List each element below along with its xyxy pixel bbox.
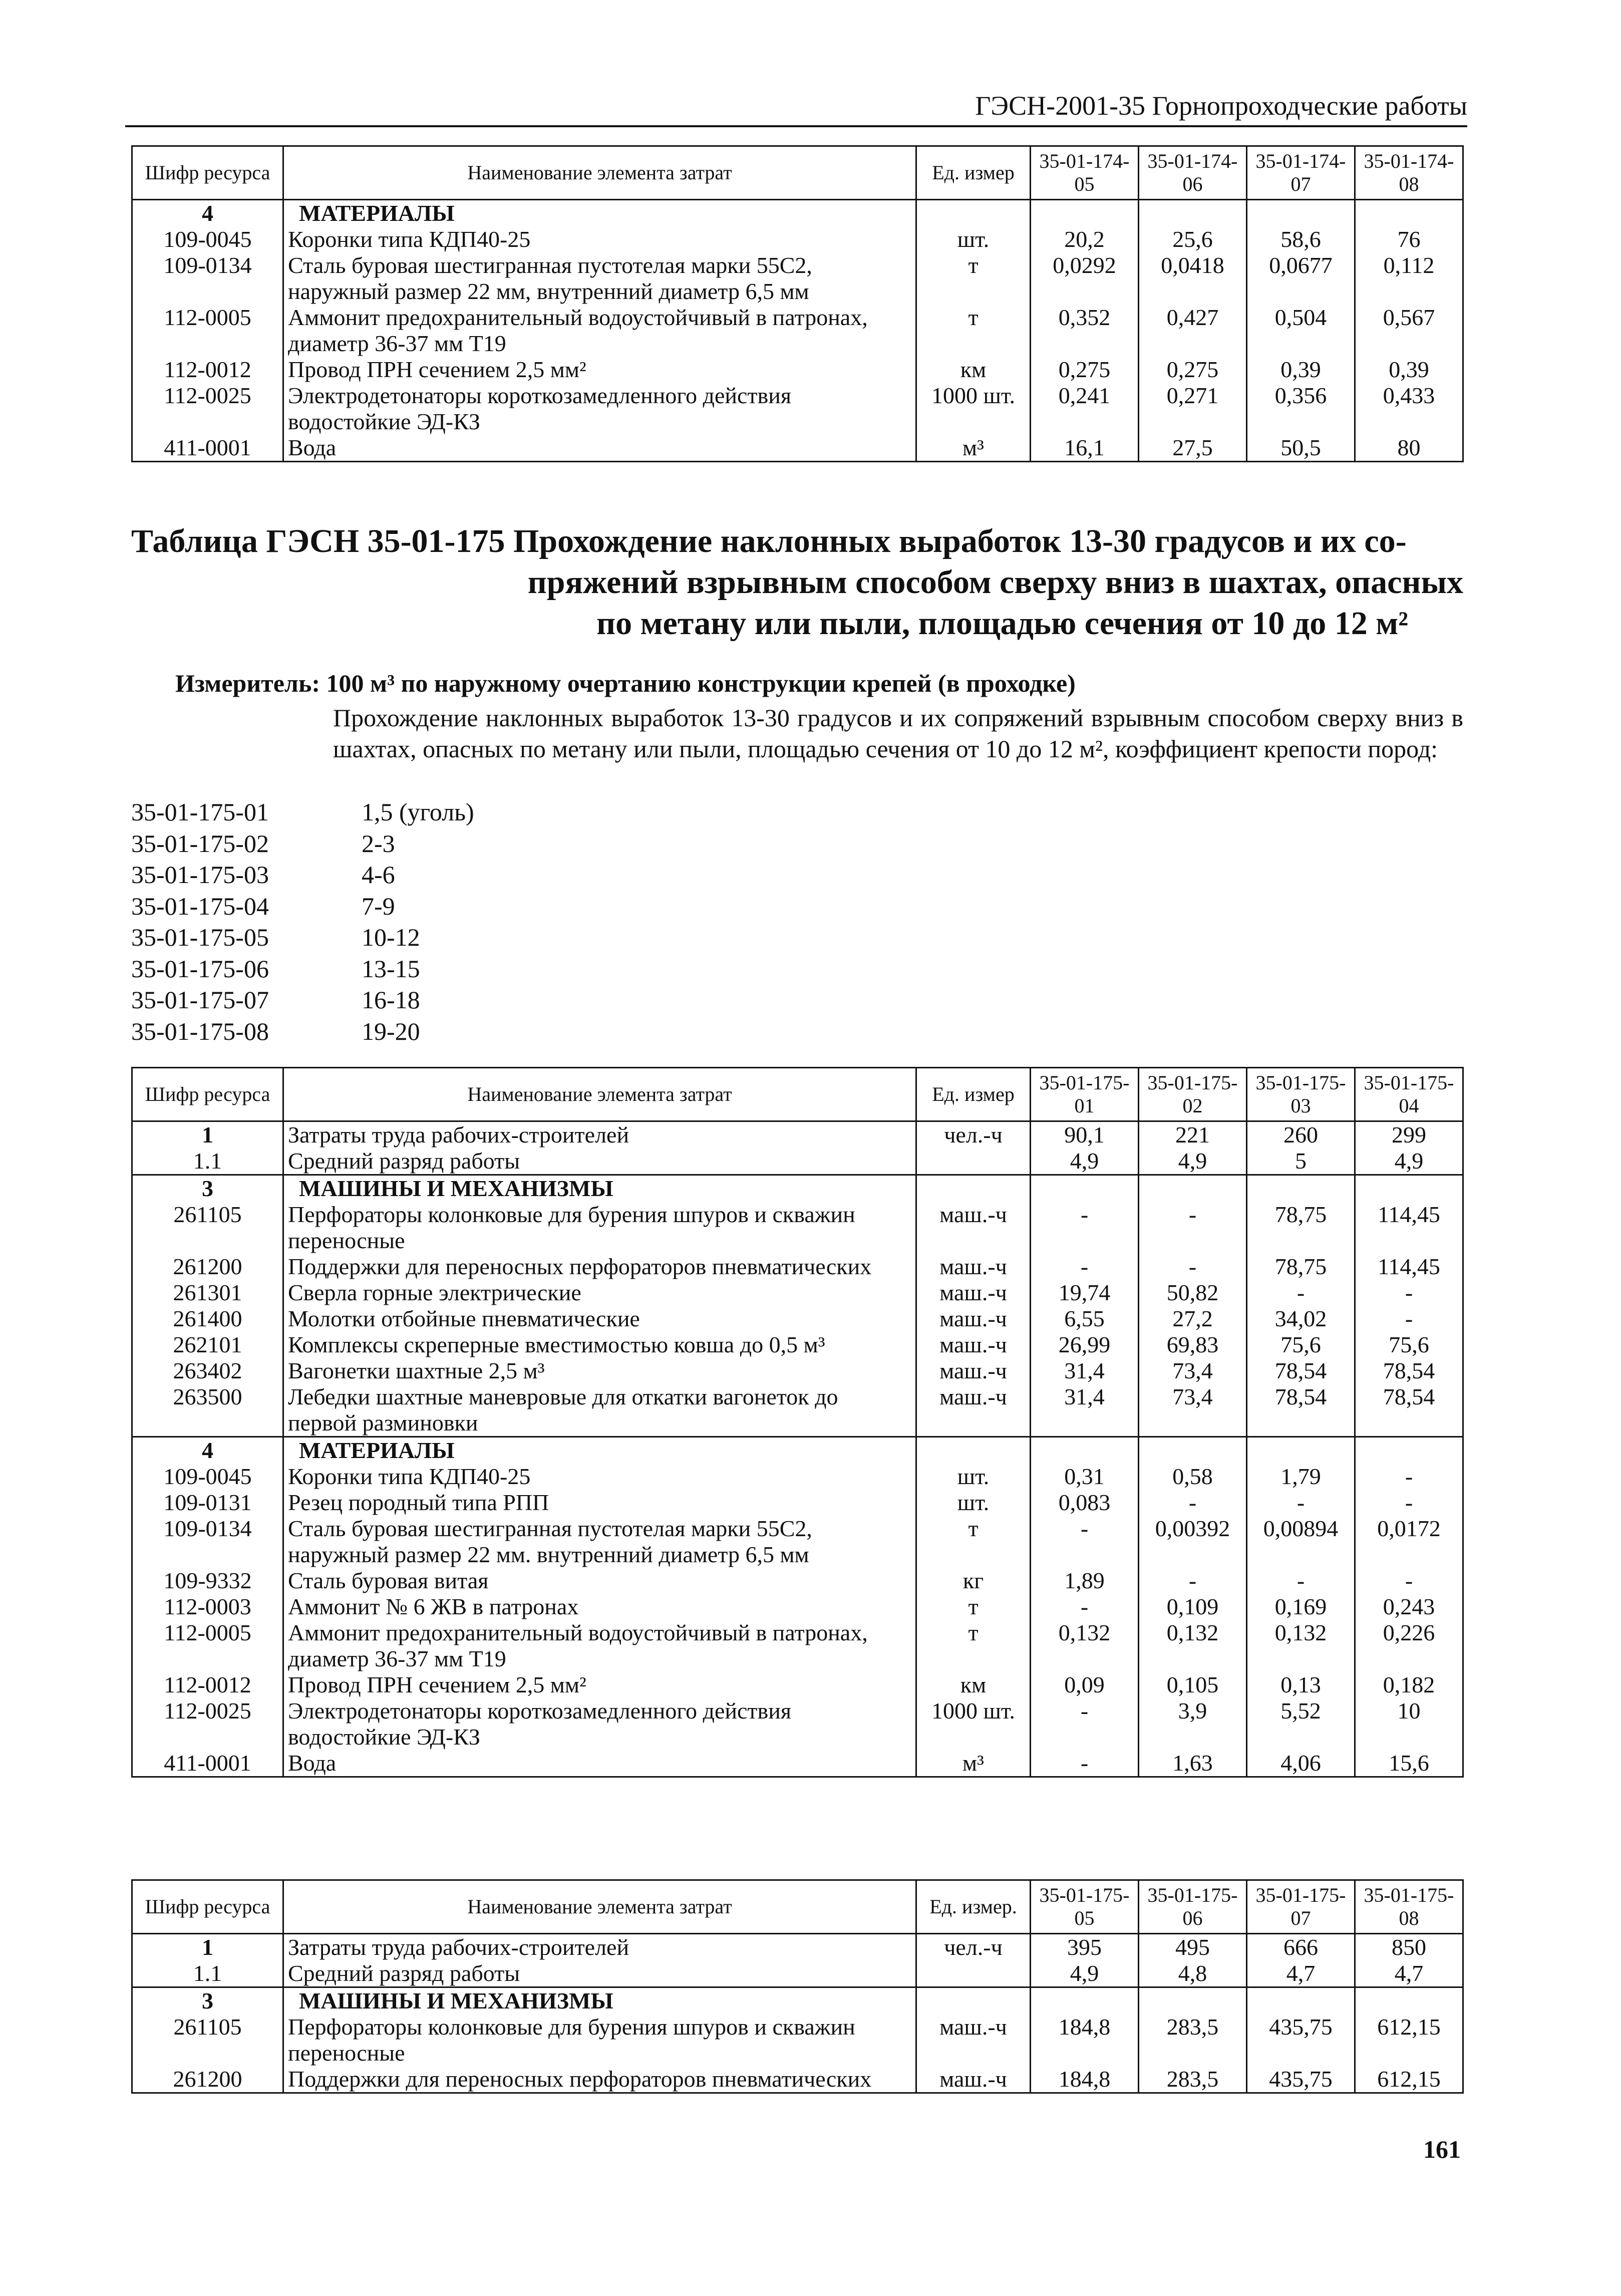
- resource-code: 112-0005: [132, 305, 283, 357]
- table-row: [132, 1698, 1463, 1750]
- resource-name: Коронки типа КДП40-25: [283, 226, 916, 252]
- table-row: [132, 383, 1463, 435]
- value-cell: 50,5: [1247, 435, 1355, 462]
- resource-code: 261400: [132, 1306, 283, 1332]
- value-cell: 78,54: [1247, 1358, 1355, 1384]
- value-cell: 4,8: [1139, 1960, 1247, 1987]
- list-item: [131, 1016, 474, 1047]
- value-cell: 0,109: [1139, 1594, 1247, 1620]
- running-header-title: ГЭСН-2001-35 Горнопроходческие работы: [975, 91, 1467, 121]
- section-code: 4: [132, 1437, 283, 1464]
- col-header-variant: 35-01-174-08: [1355, 146, 1463, 200]
- table-header-row: [132, 1880, 1463, 1934]
- value-cell: 435,75: [1247, 2014, 1355, 2066]
- section-row: [132, 1175, 1463, 1202]
- col-header-name: Наименование элемента затрат: [283, 146, 916, 200]
- resource-code: 109-0131: [132, 1490, 283, 1516]
- table-row: [132, 1672, 1463, 1698]
- resource-name: Средний разряд работы: [283, 1960, 916, 1987]
- variant-value: 1,5 (уголь): [362, 798, 474, 826]
- value-cell: -: [1031, 1698, 1139, 1750]
- resource-unit: [916, 1148, 1031, 1175]
- value-cell: 1,89: [1031, 1568, 1139, 1594]
- resource-unit: шт.: [916, 1490, 1031, 1516]
- variant-value: 19-20: [362, 1017, 420, 1045]
- variant-value: 2-3: [362, 829, 395, 857]
- value-cell: 58,6: [1247, 226, 1355, 252]
- running-header: [125, 86, 1467, 127]
- resource-code: 263500: [132, 1384, 283, 1437]
- resource-unit: м³: [916, 435, 1031, 462]
- value-cell: 10: [1355, 1698, 1463, 1750]
- resource-code: 1.1: [132, 1148, 283, 1175]
- value-cell: 75,6: [1355, 1332, 1463, 1358]
- value-cell: 0,243: [1355, 1594, 1463, 1620]
- section-code: 3: [132, 1987, 283, 2015]
- resource-code: 261200: [132, 2066, 283, 2093]
- section-title: МАТЕРИАЛЫ: [283, 200, 916, 227]
- variant-code: 35-01-175-07: [131, 986, 269, 1014]
- resource-unit: маш.-ч: [916, 1254, 1031, 1280]
- value-cell: 0,352: [1031, 305, 1139, 357]
- value-cell: 0,504: [1247, 305, 1355, 357]
- value-cell: -: [1355, 1280, 1463, 1306]
- variant-code: 35-01-175-04: [131, 892, 269, 920]
- resource-unit: кг: [916, 1568, 1031, 1594]
- value-cell: 90,1: [1031, 1121, 1139, 1149]
- value-cell: 0,112: [1355, 252, 1463, 305]
- value-cell: -: [1247, 1490, 1355, 1516]
- value-cell: 76: [1355, 226, 1463, 252]
- value-cell: 69,83: [1139, 1332, 1247, 1358]
- value-cell: 20,2: [1031, 226, 1139, 252]
- resource-code: 263402: [132, 1358, 283, 1384]
- value-cell: 221: [1139, 1121, 1247, 1149]
- value-cell: 0,356: [1247, 383, 1355, 435]
- col-header-variant: 35-01-174-05: [1031, 146, 1139, 200]
- section-title: МАТЕРИАЛЫ: [283, 1437, 916, 1464]
- value-cell: -: [1247, 1568, 1355, 1594]
- table-row: [132, 1121, 1463, 1149]
- variant-code: 35-01-175-06: [131, 954, 269, 983]
- section-code: 4: [132, 200, 283, 227]
- value-cell: -: [1139, 1490, 1247, 1516]
- value-cell: 435,75: [1247, 2066, 1355, 2093]
- value-cell: 78,54: [1247, 1384, 1355, 1437]
- value-cell: 0,39: [1247, 357, 1355, 383]
- resource-name: Коронки типа КДП40-25: [283, 1464, 916, 1490]
- table-row: [132, 1332, 1463, 1358]
- value-cell: 4,7: [1247, 1960, 1355, 1987]
- table-title-line: Таблица ГЭСН 35-01-175 Прохождение наклонных выработок 13-30 градусов и их со-: [131, 523, 1407, 559]
- variant-list: [131, 796, 474, 1047]
- table-row: [132, 1934, 1463, 1961]
- resource-unit: 1000 шт.: [916, 383, 1031, 435]
- resource-unit: чел.-ч: [916, 1121, 1031, 1149]
- resource-unit: [916, 1960, 1031, 1987]
- resource-name: Лебедки шахтные маневровые для откатки вагонеток до первой разминовки: [283, 1384, 916, 1437]
- resource-code: 112-0025: [132, 383, 283, 435]
- page-number: 161: [1423, 2135, 1461, 2163]
- table-175-01-04: [131, 1067, 1464, 1778]
- col-header-variant: 35-01-175-03: [1247, 1068, 1355, 1121]
- value-cell: 27,2: [1139, 1306, 1247, 1332]
- table-174-materials: [131, 145, 1464, 462]
- value-cell: -: [1031, 1594, 1139, 1620]
- value-cell: 4,9: [1031, 1960, 1139, 1987]
- table-row: [132, 1490, 1463, 1516]
- variant-code: 35-01-175-05: [131, 923, 269, 951]
- resource-code: 109-0045: [132, 1464, 283, 1490]
- value-cell: 3,9: [1139, 1698, 1247, 1750]
- value-cell: 75,6: [1247, 1332, 1355, 1358]
- col-header-code: Шифр ресурса: [132, 146, 283, 200]
- value-cell: 0,58: [1139, 1464, 1247, 1490]
- value-cell: 260: [1247, 1121, 1355, 1149]
- resource-unit: т: [916, 1620, 1031, 1672]
- resource-name: Перфораторы колонковые для бурения шпуров и скважин переносные: [283, 1202, 916, 1254]
- section-title: МАШИНЫ И МЕХАНИЗМЫ: [283, 1175, 916, 1202]
- table-row: [132, 1960, 1463, 1987]
- resource-unit: маш.-ч: [916, 1280, 1031, 1306]
- resource-name: Электродетонаторы короткозамедленного действия водостойкие ЭД-КЗ: [283, 1698, 916, 1750]
- value-cell: 0,182: [1355, 1672, 1463, 1698]
- work-description: Прохождение наклонных выработок 13-30 градусов и их сопряжений взрывным способом сверху вниз в шахтах, опасных по метану или пыли, площадью сечения от 10 до 12 м², коэффициент крепости пород:: [333, 704, 1463, 763]
- resource-code: 112-0012: [132, 1672, 283, 1698]
- resource-name: Затраты труда рабочих-строителей: [283, 1934, 916, 1961]
- value-cell: 0,13: [1247, 1672, 1355, 1698]
- resource-name: Аммонит предохранительный водоустойчивый в патронах, диаметр 36-37 мм Т19: [283, 305, 916, 357]
- resource-name: Молотки отбойные пневматические: [283, 1306, 916, 1332]
- resource-unit: маш.-ч: [916, 1202, 1031, 1254]
- value-cell: 0,169: [1247, 1594, 1355, 1620]
- resource-unit: шт.: [916, 226, 1031, 252]
- value-cell: 1,63: [1139, 1750, 1247, 1777]
- resource-unit: маш.-ч: [916, 1384, 1031, 1437]
- table-row: [132, 1306, 1463, 1332]
- col-header-unit: Ед. измер: [916, 1068, 1031, 1121]
- resource-code: 109-9332: [132, 1568, 283, 1594]
- col-header-variant: 35-01-175-04: [1355, 1068, 1463, 1121]
- value-cell: 612,15: [1355, 2014, 1463, 2066]
- value-cell: -: [1355, 1464, 1463, 1490]
- resource-name: Средний разряд работы: [283, 1148, 916, 1175]
- value-cell: 27,5: [1139, 435, 1247, 462]
- value-cell: 0,0292: [1031, 252, 1139, 305]
- resource-unit: т: [916, 1516, 1031, 1568]
- resource-unit: км: [916, 357, 1031, 383]
- value-cell: 73,4: [1139, 1358, 1247, 1384]
- resource-name: Сталь буровая шестигранная пустотелая марки 55С2, наружный размер 22 мм. внутренний диаметр 6,5 мм: [283, 1516, 916, 1568]
- table-row: [132, 305, 1463, 357]
- col-header-variant: 35-01-175-02: [1139, 1068, 1247, 1121]
- value-cell: -: [1031, 1516, 1139, 1568]
- table-row: [132, 1358, 1463, 1384]
- value-cell: 0,226: [1355, 1620, 1463, 1672]
- value-cell: 0,0677: [1247, 252, 1355, 305]
- value-cell: 0,427: [1139, 305, 1247, 357]
- section-title: МАШИНЫ И МЕХАНИЗМЫ: [283, 1987, 916, 2015]
- value-cell: -: [1139, 1568, 1247, 1594]
- variant-code: 35-01-175-01: [131, 798, 269, 826]
- value-cell: 4,9: [1139, 1148, 1247, 1175]
- variant-code: 35-01-175-08: [131, 1017, 269, 1045]
- resource-unit: шт.: [916, 1464, 1031, 1490]
- section-row: [132, 1987, 1463, 2015]
- variant-code: 35-01-175-02: [131, 829, 269, 857]
- value-cell: 0,31: [1031, 1464, 1139, 1490]
- resource-code: 112-0012: [132, 357, 283, 383]
- value-cell: 80: [1355, 435, 1463, 462]
- table-row: [132, 1384, 1463, 1437]
- list-item: [131, 953, 474, 985]
- resource-name: Сверла горные электрические: [283, 1280, 916, 1306]
- col-header-variant: 35-01-174-07: [1247, 146, 1355, 200]
- resource-name: Перфораторы колонковые для бурения шпуров и скважин переносные: [283, 2014, 916, 2066]
- value-cell: 184,8: [1031, 2066, 1139, 2093]
- table-row: [132, 1594, 1463, 1620]
- col-header-variant: 35-01-174-06: [1139, 146, 1247, 200]
- resource-unit: т: [916, 1594, 1031, 1620]
- value-cell: 4,06: [1247, 1750, 1355, 1777]
- value-cell: 0,0418: [1139, 252, 1247, 305]
- list-item: [131, 796, 474, 828]
- variant-value: 7-9: [362, 892, 395, 920]
- col-header-unit: Ед. измер.: [916, 1880, 1031, 1934]
- table-row: [132, 252, 1463, 305]
- table-row: [132, 2066, 1463, 2093]
- list-item: [131, 828, 474, 859]
- value-cell: 0,105: [1139, 1672, 1247, 1698]
- value-cell: 5: [1247, 1148, 1355, 1175]
- resource-name: Поддержки для переносных перфораторов пневматических: [283, 2066, 916, 2093]
- section-code: 3: [132, 1175, 283, 1202]
- table-row: [132, 1516, 1463, 1568]
- variant-value: 4-6: [362, 860, 395, 889]
- value-cell: 4,7: [1355, 1960, 1463, 1987]
- list-item: [131, 891, 474, 922]
- table-row: [132, 1568, 1463, 1594]
- table-row: [132, 1280, 1463, 1306]
- resource-code: 411-0001: [132, 435, 283, 462]
- value-cell: 0,241: [1031, 383, 1139, 435]
- value-cell: 78,54: [1355, 1358, 1463, 1384]
- value-cell: 19,74: [1031, 1280, 1139, 1306]
- resource-name: Аммонит предохранительный водоустойчивый в патронах, диаметр 36-37 мм Т19: [283, 1620, 916, 1672]
- resource-unit: маш.-ч: [916, 1358, 1031, 1384]
- value-cell: 0,271: [1139, 383, 1247, 435]
- col-header-variant: 35-01-175-07: [1247, 1880, 1355, 1934]
- value-cell: -: [1139, 1254, 1247, 1280]
- resource-name: Аммонит № 6 ЖВ в патронах: [283, 1594, 916, 1620]
- col-header-name: Наименование элемента затрат: [283, 1880, 916, 1934]
- table-title-line: пряжений взрывным способом сверху вниз в шахтах, опасных: [527, 564, 1463, 601]
- list-item: [131, 984, 474, 1016]
- value-cell: -: [1031, 1254, 1139, 1280]
- resource-code: 261301: [132, 1280, 283, 1306]
- value-cell: 78,75: [1247, 1202, 1355, 1254]
- table-row: [132, 1750, 1463, 1777]
- value-cell: 6,55: [1031, 1306, 1139, 1332]
- value-cell: 0,00894: [1247, 1516, 1355, 1568]
- resource-code: 1.1: [132, 1960, 283, 1987]
- table-row: [132, 1148, 1463, 1175]
- resource-name: Комплексы скреперные вместимостью ковша до 0,5 м³: [283, 1332, 916, 1358]
- resource-code: 109-0134: [132, 1516, 283, 1568]
- value-cell: -: [1355, 1568, 1463, 1594]
- resource-code: 109-0045: [132, 226, 283, 252]
- value-cell: 0,09: [1031, 1672, 1139, 1698]
- resource-unit: м³: [916, 1750, 1031, 1777]
- value-cell: 25,6: [1139, 226, 1247, 252]
- table-title: [131, 521, 1463, 644]
- value-cell: 50,82: [1139, 1280, 1247, 1306]
- value-cell: 114,45: [1355, 1254, 1463, 1280]
- measure-unit: Измеритель: 100 м³ по наружному очертанию конструкции крепей (в проходке): [175, 669, 1076, 697]
- value-cell: 15,6: [1355, 1750, 1463, 1777]
- table-header-row: [132, 1068, 1463, 1121]
- col-header-variant: 35-01-175-01: [1031, 1068, 1139, 1121]
- value-cell: 299: [1355, 1121, 1463, 1149]
- value-cell: 612,15: [1355, 2066, 1463, 2093]
- value-cell: 0,567: [1355, 305, 1463, 357]
- resource-name: Сталь буровая витая: [283, 1568, 916, 1594]
- value-cell: 283,5: [1139, 2066, 1247, 2093]
- resource-code: 1: [132, 1934, 283, 1961]
- value-cell: 78,54: [1355, 1384, 1463, 1437]
- table-175-05-08: [131, 1879, 1464, 2094]
- resource-unit: маш.-ч: [916, 2066, 1031, 2093]
- value-cell: 0,433: [1355, 383, 1463, 435]
- resource-code: 262101: [132, 1332, 283, 1358]
- value-cell: 0,132: [1247, 1620, 1355, 1672]
- variant-value: 10-12: [362, 923, 420, 951]
- value-cell: 0,275: [1139, 357, 1247, 383]
- table-header-row: [132, 146, 1463, 200]
- value-cell: 4,9: [1355, 1148, 1463, 1175]
- col-header-variant: 35-01-175-06: [1139, 1880, 1247, 1934]
- resource-code: 261200: [132, 1254, 283, 1280]
- col-header-variant: 35-01-175-05: [1031, 1880, 1139, 1934]
- value-cell: 283,5: [1139, 2014, 1247, 2066]
- value-cell: -: [1031, 1750, 1139, 1777]
- col-header-unit: Ед. измер: [916, 146, 1031, 200]
- table-row: [132, 1202, 1463, 1254]
- resource-unit: маш.-ч: [916, 1306, 1031, 1332]
- table-row: [132, 357, 1463, 383]
- table-row: [132, 1620, 1463, 1672]
- value-cell: 31,4: [1031, 1358, 1139, 1384]
- value-cell: -: [1355, 1490, 1463, 1516]
- value-cell: -: [1031, 1202, 1139, 1254]
- resource-code: 109-0134: [132, 252, 283, 305]
- list-item: [131, 859, 474, 891]
- value-cell: 34,02: [1247, 1306, 1355, 1332]
- value-cell: 0,083: [1031, 1490, 1139, 1516]
- value-cell: 0,0172: [1355, 1516, 1463, 1568]
- value-cell: -: [1355, 1306, 1463, 1332]
- resource-name: Вагонетки шахтные 2,5 м³: [283, 1358, 916, 1384]
- col-header-name: Наименование элемента затрат: [283, 1068, 916, 1121]
- resource-code: 411-0001: [132, 1750, 283, 1777]
- resource-unit: маш.-ч: [916, 1332, 1031, 1358]
- table-title-line: по метану или пыли, площадью сечения от 10 до 12 м²: [596, 605, 1408, 642]
- value-cell: 1,79: [1247, 1464, 1355, 1490]
- resource-code: 112-0005: [132, 1620, 283, 1672]
- resource-name: Провод ПРН сечением 2,5 мм²: [283, 1672, 916, 1698]
- resource-code: 1: [132, 1121, 283, 1149]
- table-row: [132, 2014, 1463, 2066]
- value-cell: 666: [1247, 1934, 1355, 1961]
- resource-name: Резец породный типа РПП: [283, 1490, 916, 1516]
- section-row: [132, 1437, 1463, 1464]
- col-header-code: Шифр ресурса: [132, 1880, 283, 1934]
- value-cell: 73,4: [1139, 1384, 1247, 1437]
- resource-code: 112-0003: [132, 1594, 283, 1620]
- value-cell: 5,52: [1247, 1698, 1355, 1750]
- resource-code: 261105: [132, 2014, 283, 2066]
- resource-code: 112-0025: [132, 1698, 283, 1750]
- table-row: [132, 226, 1463, 252]
- table-row: [132, 1464, 1463, 1490]
- resource-name: Вода: [283, 435, 916, 462]
- table-row: [132, 435, 1463, 462]
- value-cell: -: [1247, 1280, 1355, 1306]
- variant-value: 13-15: [362, 954, 420, 983]
- value-cell: 495: [1139, 1934, 1247, 1961]
- resource-name: Сталь буровая шестигранная пустотелая марки 55С2, наружный размер 22 мм, внутренний диаметр 6,5 мм: [283, 252, 916, 305]
- value-cell: 31,4: [1031, 1384, 1139, 1437]
- value-cell: 0,132: [1031, 1620, 1139, 1672]
- value-cell: 78,75: [1247, 1254, 1355, 1280]
- value-cell: 4,9: [1031, 1148, 1139, 1175]
- resource-unit: чел.-ч: [916, 1934, 1031, 1961]
- resource-name: Провод ПРН сечением 2,5 мм²: [283, 357, 916, 383]
- value-cell: -: [1139, 1202, 1247, 1254]
- variant-value: 16-18: [362, 986, 420, 1014]
- col-header-code: Шифр ресурса: [132, 1068, 283, 1121]
- col-header-variant: 35-01-175-08: [1355, 1880, 1463, 1934]
- resource-unit: км: [916, 1672, 1031, 1698]
- resource-name: Поддержки для переносных перфораторов пневматических: [283, 1254, 916, 1280]
- resource-unit: 1000 шт.: [916, 1698, 1031, 1750]
- value-cell: 16,1: [1031, 435, 1139, 462]
- list-item: [131, 922, 474, 953]
- resource-code: 261105: [132, 1202, 283, 1254]
- value-cell: 26,99: [1031, 1332, 1139, 1358]
- value-cell: 0,275: [1031, 357, 1139, 383]
- section-row: [132, 200, 1463, 227]
- variant-code: 35-01-175-03: [131, 860, 269, 889]
- resource-name: Электродетонаторы короткозамедленного действия водостойкие ЭД-КЗ: [283, 383, 916, 435]
- table-row: [132, 1254, 1463, 1280]
- resource-unit: маш.-ч: [916, 2014, 1031, 2066]
- resource-name: Вода: [283, 1750, 916, 1777]
- value-cell: 0,00392: [1139, 1516, 1247, 1568]
- value-cell: 0,39: [1355, 357, 1463, 383]
- value-cell: 850: [1355, 1934, 1463, 1961]
- value-cell: 395: [1031, 1934, 1139, 1961]
- resource-unit: т: [916, 305, 1031, 357]
- resource-unit: т: [916, 252, 1031, 305]
- value-cell: 114,45: [1355, 1202, 1463, 1254]
- value-cell: 0,132: [1139, 1620, 1247, 1672]
- resource-name: Затраты труда рабочих-строителей: [283, 1121, 916, 1149]
- value-cell: 184,8: [1031, 2014, 1139, 2066]
